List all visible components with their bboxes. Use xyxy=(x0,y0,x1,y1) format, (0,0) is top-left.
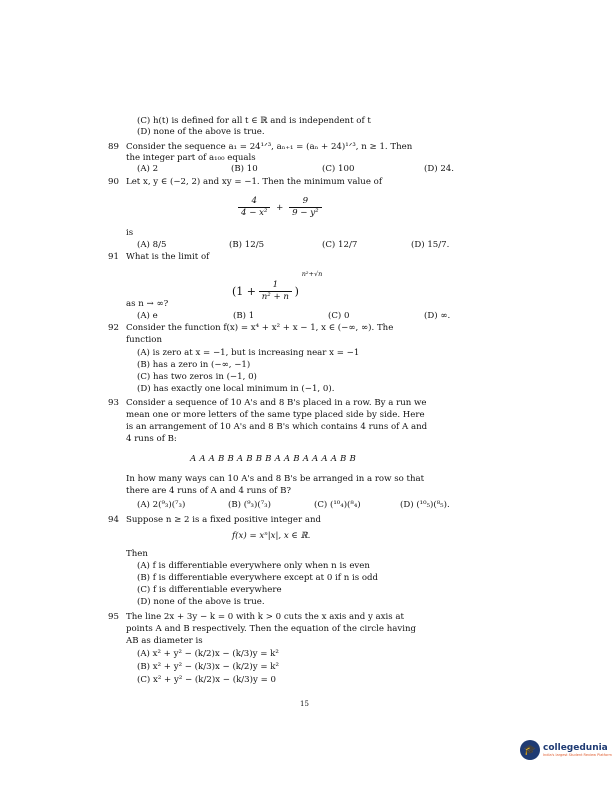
q89-option-a: (A) 2 xyxy=(137,164,159,174)
q93-number: 93 xyxy=(108,398,119,408)
q89-stem-line1: Consider the sequence a₁ = 24¹ᐟ³, aₙ₊₁ = (aₙ + 24)¹ᐟ³, n ≥ 1. Then xyxy=(126,142,413,152)
q91-expression: (1 + $\frac{1}{\text{n² + n}}$ ) $^{n^2+√n}$ xyxy=(232,270,323,302)
q92-option-c: (C) has two zeros in (−1, 0) xyxy=(137,372,257,382)
q92-stem-line2: function xyxy=(126,335,162,345)
q95-number: 95 xyxy=(108,612,119,622)
q94-number: 94 xyxy=(108,515,119,525)
logo-name: collegedunia xyxy=(543,743,608,753)
q93-option-a: (A) 2(⁹₃)(⁷₃) xyxy=(137,500,186,510)
logo-tagline: India's largest Student Review Platform xyxy=(543,753,612,757)
q94-option-c: (C) f is differentiable everywhere xyxy=(137,585,282,595)
q91-as: as n → ∞? xyxy=(126,299,169,309)
q93-stem-line2: mean one or more letters of the same type placed side by side. Here xyxy=(126,410,425,420)
q90-option-a: (A) 8/5 xyxy=(137,240,167,250)
q94-equation: f(x) = xⁿ|x|, x ∈ ℝ. xyxy=(232,531,311,541)
q92-option-d: (D) has exactly one local minimum in (−1, 0). xyxy=(137,384,335,394)
q92-option-a: (A) is zero at x = −1, but is increasing near x = −1 xyxy=(137,348,360,358)
q95-stem-line3: AB as diameter is xyxy=(126,636,203,646)
q93-question-line2: there are 4 runs of A and 4 runs of B? xyxy=(126,486,292,496)
q91-option-b: (B) 1 xyxy=(233,311,255,321)
q91-fraction: $\frac{1}{\text{n² + n}}$ xyxy=(259,280,292,303)
q93-option-d: (D) (¹⁰₅)(⁸₅). xyxy=(400,500,450,510)
q88-option-c: (C) h(t) is defined for all t ∈ ℝ and is independent of t xyxy=(137,116,371,126)
q92-option-b: (B) has a zero in (−∞, −1) xyxy=(137,360,251,370)
q94-then: Then xyxy=(126,549,148,559)
q92-stem-line1: Consider the function f(x) = x⁴ + x² + x − 1, x ∈ (−∞, ∞). The xyxy=(126,323,394,333)
q94-option-a: (A) f is differentiable everywhere only when n is even xyxy=(137,561,370,571)
q93-stem-line4: 4 runs of B: xyxy=(126,434,177,444)
q91-option-c: (C) 0 xyxy=(328,311,350,321)
q89-option-d: (D) 24. xyxy=(424,164,454,174)
q95-stem-line1: The line 2x + 3y − k = 0 with k > 0 cuts the x axis and y axis at xyxy=(126,612,404,622)
q90-fraction-1: $\frac{4}{\text{4 − x²}}$ xyxy=(238,196,270,219)
q90-is: is xyxy=(126,228,134,238)
q95-option-b: (B) x² + y² − (k/3)x − (k/2)y = k² xyxy=(137,662,279,672)
q90-option-b: (B) 12/5 xyxy=(229,240,265,250)
q90-expression: $\frac{4}{\text{4 − x²}}$ + $\frac{9}{\text{9 − y²}}$ xyxy=(238,196,322,219)
q94-option-b: (B) f is differentiable everywhere except at 0 if n is odd xyxy=(137,573,379,583)
q90-fraction-2: $\frac{9}{\text{9 − y²}}$ xyxy=(289,196,321,219)
q92-number: 92 xyxy=(108,323,119,333)
q89-stem-line2: the integer part of a₁₀₀ equals xyxy=(126,153,256,163)
collegedunia-logo xyxy=(520,740,612,760)
q91-number: 91 xyxy=(108,252,119,262)
q90-stem: Let x, y ∈ (−2, 2) and xy = −1. Then the minimum value of xyxy=(126,177,382,187)
q93-stem-line1: Consider a sequence of 10 A's and 8 B's placed in a row. By a run we xyxy=(126,398,427,408)
page-number: 15 xyxy=(300,700,309,708)
q90-number: 90 xyxy=(108,177,119,187)
q91-option-d: (D) ∞. xyxy=(424,311,451,321)
q95-stem-line2: points A and B respectively. Then the equation of the circle having xyxy=(126,624,417,634)
q93-sequence: A A A B B A B B B A A B A A A A B B xyxy=(190,454,357,464)
q91-stem: What is the limit of xyxy=(126,252,210,262)
q89-option-b: (B) 10 xyxy=(231,164,258,174)
q93-question-line1: In how many ways can 10 A's and 8 B's be arranged in a row so that xyxy=(126,474,425,484)
q91-option-a: (A) e xyxy=(137,311,158,321)
q90-option-d: (D) 15/7. xyxy=(411,240,450,250)
q90-option-c: (C) 12/7 xyxy=(322,240,358,250)
q88-option-d: (D) none of the above is true. xyxy=(137,127,265,137)
q94-stem: Suppose n ≥ 2 is a fixed positive integer and xyxy=(126,515,321,525)
q91-exponent: n²+√n xyxy=(301,270,323,278)
graduate-icon: 🎓 xyxy=(520,740,540,760)
q89-number: 89 xyxy=(108,142,119,152)
q93-stem-line3: is an arrangement of 10 A's and 8 B's which contains 4 runs of A and xyxy=(126,422,428,432)
q93-option-c: (C) (¹⁰₄)(⁸₄) xyxy=(314,500,361,510)
q89-option-c: (C) 100 xyxy=(322,164,355,174)
q95-option-a: (A) x² + y² − (k/2)x − (k/3)y = k² xyxy=(137,649,279,659)
q93-option-b: (B) (⁹₃)(⁷₃) xyxy=(228,500,271,510)
q95-option-c: (C) x² + y² − (k/2)x − (k/3)y = 0 xyxy=(137,675,276,685)
q94-option-d: (D) none of the above is true. xyxy=(137,597,265,607)
